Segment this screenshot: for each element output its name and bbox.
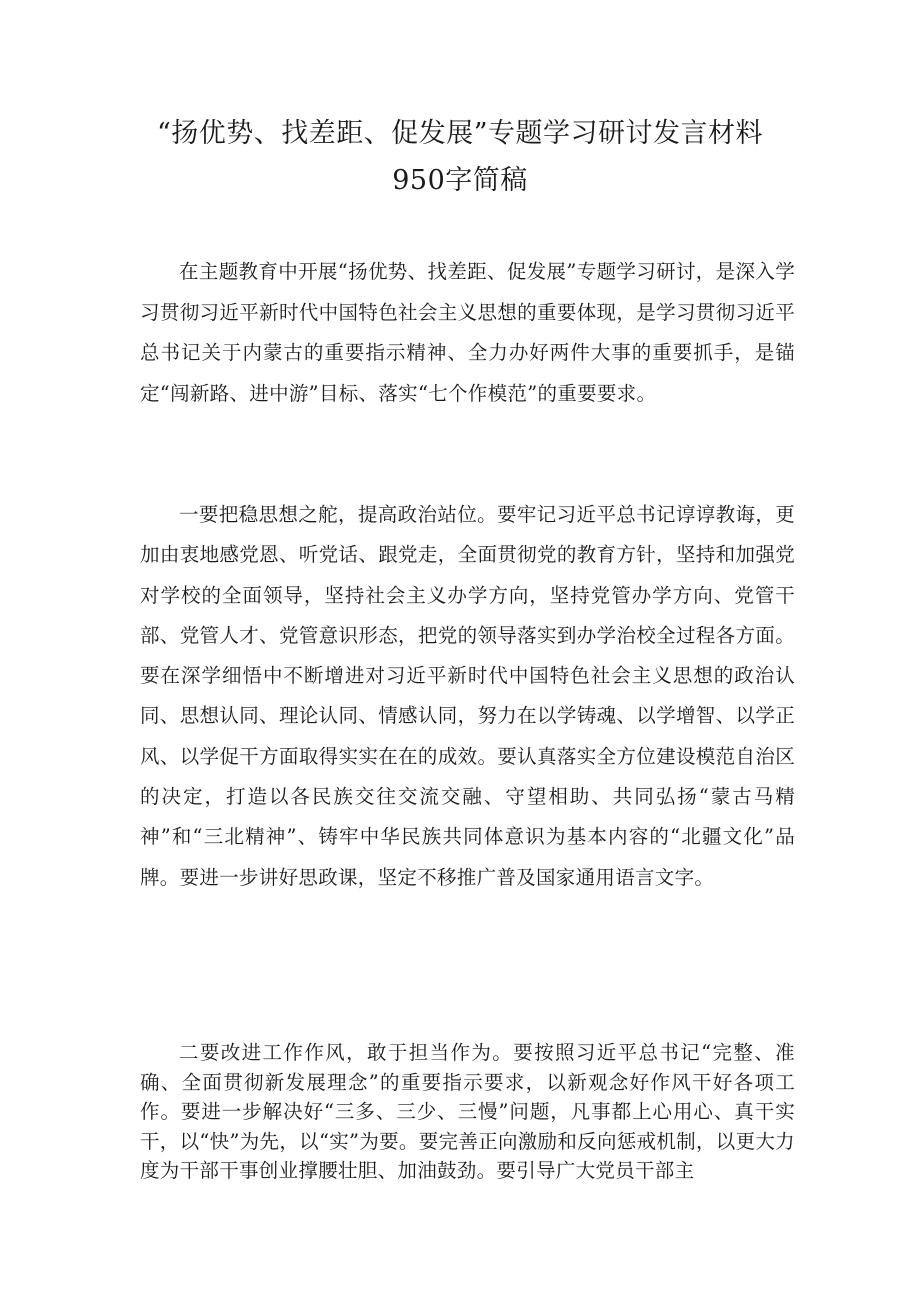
paragraph-point-two: 二要改进工作作风，敢于担当作为。要按照习近平总书记“完整、准确、全面贯彻新发展理念”的重要指示要求，以新观念好作风干好各项工作。要进一步解决好“三多、三少、三慢”问题，凡事都上心用心、真干实干，以“快”为先，以“实”为要。要完善正向激励和反向惩戒机制，以更大力度为干部干事创业撑腰壮胆、加油鼓劲。要引导广大党员干部主 bbox=[140, 1041, 795, 1182]
paragraph-intro: 在主题教育中开展“扬优势、找差距、促发展”专题学习研讨，是深入学习贯彻习近平新时代中国特色社会主义思想的重要体现，是学习贯彻习近平总书记关于内蒙古的重要指示精神、全力办好两件大事的重要抓手，是锚定“闯新路、进中游”目标、落实“七个作模范”的重要要求。 bbox=[140, 260, 795, 405]
document-title-line-1: “扬优势、找差距、促发展”专题学习研讨发言材料 bbox=[156, 118, 764, 149]
paragraph-point-one: 一要把稳思想之舵，提高政治站位。要牢记习近平总书记谆谆教诲，更加由衷地感党恩、听党话、跟党走，全面贯彻党的教育方针，坚持和加强党对学校的全面领导，坚持社会主义办学方向，坚持党管办学方向、党管干部、党管人才、党管意识形态，把党的领导落实到办学治校全过程各方面。要在深学细悟中不断增进对习近平新时代中国特色社会主义思想的政治认同、思想认同、理论认同、情感认同，努力在以学铸魂、以学增智、以学正风、以学促干方面取得实实在在的成效。要认真落实全方位建设模范自治区的决定，打造以各民族交往交流交融、守望相助、共同弘扬“蒙古马精神”和“三北精神”、铸牢中华民族共同体意识为基本内容的“北疆文化”品牌。要进一步讲好思政课，坚定不移推广普及国家通用语言文字。 bbox=[140, 503, 795, 889]
document-title-line-2: 950字简稿 bbox=[392, 165, 528, 196]
